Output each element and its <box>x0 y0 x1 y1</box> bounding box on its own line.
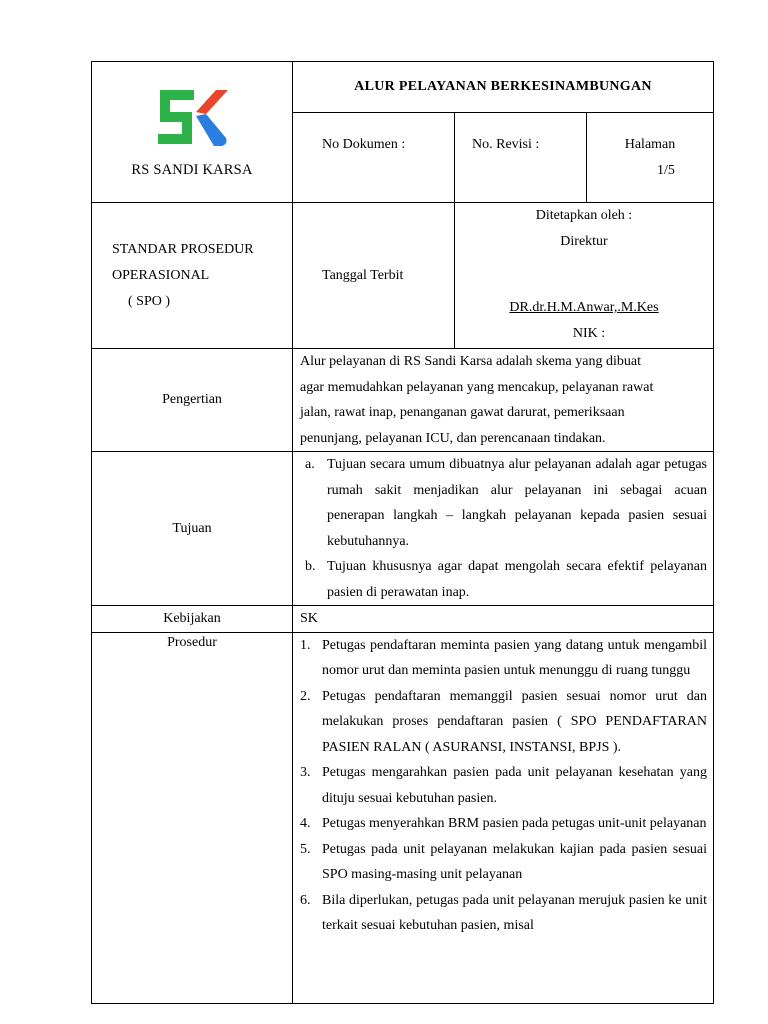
no-revisi-label: No. Revisi : <box>472 137 540 152</box>
tanggal-terbit-label: Tanggal Terbit <box>322 267 404 283</box>
spo-cell <box>92 203 293 349</box>
list-item <box>295 888 707 939</box>
pengertian-body <box>293 349 714 452</box>
item-marker: 6. <box>300 892 311 908</box>
item-marker: 2. <box>300 688 311 704</box>
hospital-name: RS SANDI KARSA <box>131 161 253 178</box>
item-text: Tujuan khususnya agar dapat mengolah secara efektif pelayanan pasien di perawatan inap. <box>327 559 707 600</box>
no-dokumen-label: No Dokumen : <box>322 137 406 152</box>
item-text: Petugas pendaftaran meminta pasien yang datang untuk mengambil nomor urut dan meminta pasien untuk menunggu di ruang tunggu <box>322 637 707 678</box>
item-text: Petugas pada unit pelayanan melakukan kajian pada pasien sesuai SPO masing-masing unit pelayanan <box>322 841 707 882</box>
hospital-logo-icon <box>154 86 230 154</box>
nik-label: NIK : <box>572 326 606 341</box>
halaman-label: Halaman <box>624 137 676 152</box>
spo-line-1: STANDAR PROSEDUR <box>112 241 254 257</box>
halaman-cell <box>587 113 714 203</box>
list-item <box>300 452 707 554</box>
list-item <box>300 554 707 605</box>
pengertian-line: penunjang, pelayanan ICU, dan perencanaan tindakan. <box>300 430 606 446</box>
item-marker: 1. <box>300 637 311 653</box>
item-text: Bila diperlukan, petugas pada unit pelayanan merujuk pasien ke unit terkait sesuai kebutuhan pasien, misal <box>322 892 707 933</box>
item-text: Petugas pendaftaran memanggil pasien sesuai nomor urut dan melakukan proses pendaftaran pasien ( SPO PENDAFTARAN PASIEN RALAN ( ASURANSI, INSTANSI, BPJS ). <box>322 688 707 755</box>
list-item <box>295 811 707 837</box>
tujuan-label: Tujuan <box>92 452 293 606</box>
pengertian-line: Alur pelayanan di RS Sandi Karsa adalah skema yang dibuat <box>300 354 641 369</box>
prosedur-label: Prosedur <box>92 632 293 1003</box>
spo-table <box>91 61 714 1004</box>
logo-cell <box>92 62 293 203</box>
kebijakan-label: Kebijakan <box>92 606 293 633</box>
item-marker: a. <box>305 457 315 472</box>
spo-line-2: OPERASIONAL <box>112 267 210 283</box>
item-marker: 3. <box>300 765 311 780</box>
list-item <box>295 760 707 811</box>
list-item <box>295 837 707 888</box>
tujuan-body <box>293 452 714 606</box>
item-marker: 5. <box>300 841 311 857</box>
item-marker: 4. <box>300 816 311 831</box>
halaman-value: 1/5 <box>657 163 675 178</box>
list-item <box>295 684 707 761</box>
signatory-name: DR.dr.H.M.Anwar,.M.Kes <box>509 300 659 315</box>
ditetapkan-cell <box>455 203 714 349</box>
pengertian-line: jalan, rawat inap, penanganan gawat darurat, pemeriksaan <box>300 405 625 420</box>
pengertian-label: Pengertian <box>92 349 293 452</box>
ditetapkan-label: Ditetapkan oleh : <box>535 208 633 223</box>
tanggal-terbit-cell <box>293 203 455 349</box>
no-dokumen-cell <box>293 113 455 203</box>
ditetapkan-role: Direktur <box>560 234 608 249</box>
spo-line-3: ( SPO ) <box>128 293 171 309</box>
prosedur-body <box>293 632 714 1003</box>
kebijakan-value: SK <box>293 606 714 633</box>
item-text: Tujuan secara umum dibuatnya alur pelayanan adalah agar petugas rumah sakit menjadikan alur pelayanan ini sebagai acuan penerapan langkah – langkah pelayanan kepada pasien sesuai kebutuhannya. <box>327 457 707 549</box>
list-item <box>295 633 707 684</box>
item-text: Petugas menyerahkan BRM pasien pada petugas unit-unit pelayanan <box>322 816 707 831</box>
item-marker: b. <box>305 559 316 574</box>
document-title: ALUR PELAYANAN BERKESINAMBUNGAN <box>293 62 714 113</box>
item-text: Petugas mengarahkan pasien pada unit pelayanan kesehatan yang dituju sesuai kebutuhan pasien. <box>322 765 707 806</box>
pengertian-line: agar memudahkan pelayanan yang mencakup, pelayanan rawat <box>300 379 654 395</box>
no-revisi-cell <box>455 113 587 203</box>
